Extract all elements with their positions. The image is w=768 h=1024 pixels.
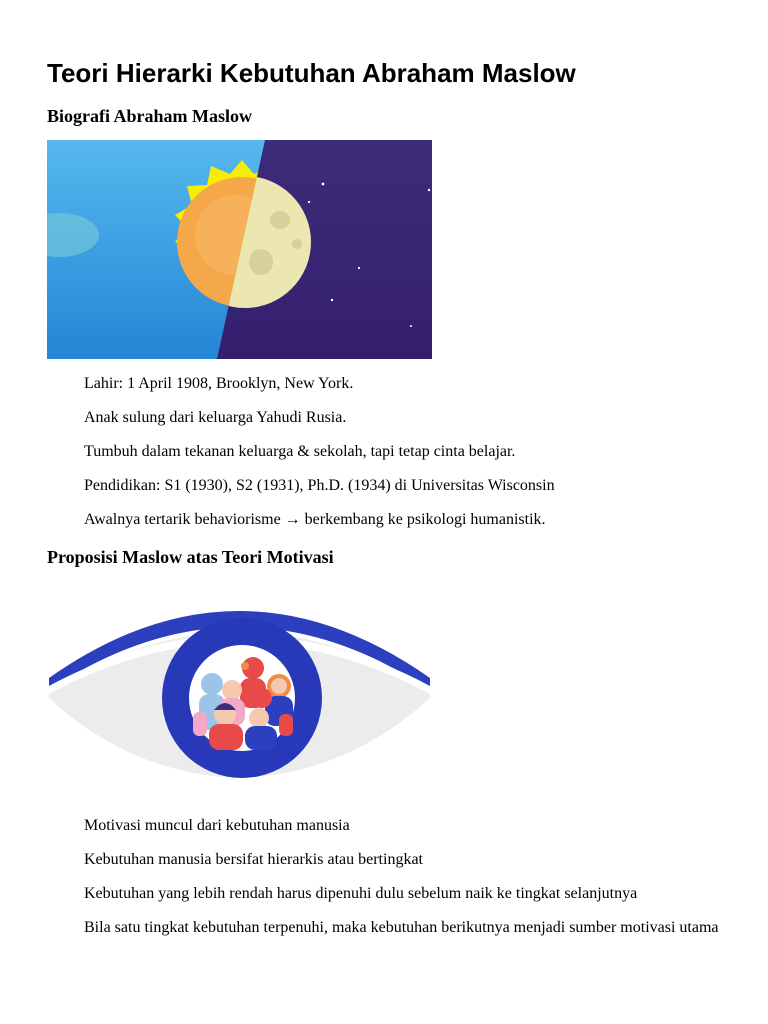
biography-item: Tumbuh dalam tekanan keluarga & sekolah, tapi tetap cinta belajar. bbox=[84, 443, 516, 460]
proposition-item: Bila satu tingkat kebutuhan terpenuhi, maka kebutuhan berikutnya menjadi sumber motivasi utama bbox=[84, 919, 719, 936]
page-title: Teori Hierarki Kebutuhan Abraham Maslow bbox=[47, 58, 576, 88]
biography-item: Pendidikan: S1 (1930), S2 (1931), Ph.D. (1934) di Universitas Wisconsin bbox=[84, 477, 555, 494]
proposition-item: Motivasi muncul dari kebutuhan manusia bbox=[84, 817, 350, 834]
biography-item: Awalnya tertarik behaviorisme → berkembang ke psikologi humanistik. bbox=[84, 511, 546, 528]
biography-item: Anak sulung dari keluarga Yahudi Rusia. bbox=[84, 409, 347, 426]
section-heading-biography: Biografi Abraham Maslow bbox=[47, 106, 252, 126]
sun-moon-illustration bbox=[47, 140, 432, 359]
proposition-item: Kebutuhan manusia bersifat hierarkis atau bertingkat bbox=[84, 851, 423, 868]
eye-with-people-illustration bbox=[47, 586, 432, 786]
biography-item: Lahir: 1 April 1908, Brooklyn, New York. bbox=[84, 375, 354, 392]
proposition-item: Kebutuhan yang lebih rendah harus dipenuhi dulu sebelum naik ke tingkat selanjutnya bbox=[84, 885, 638, 902]
section-heading-propositions: Proposisi Maslow atas Teori Motivasi bbox=[47, 547, 334, 567]
